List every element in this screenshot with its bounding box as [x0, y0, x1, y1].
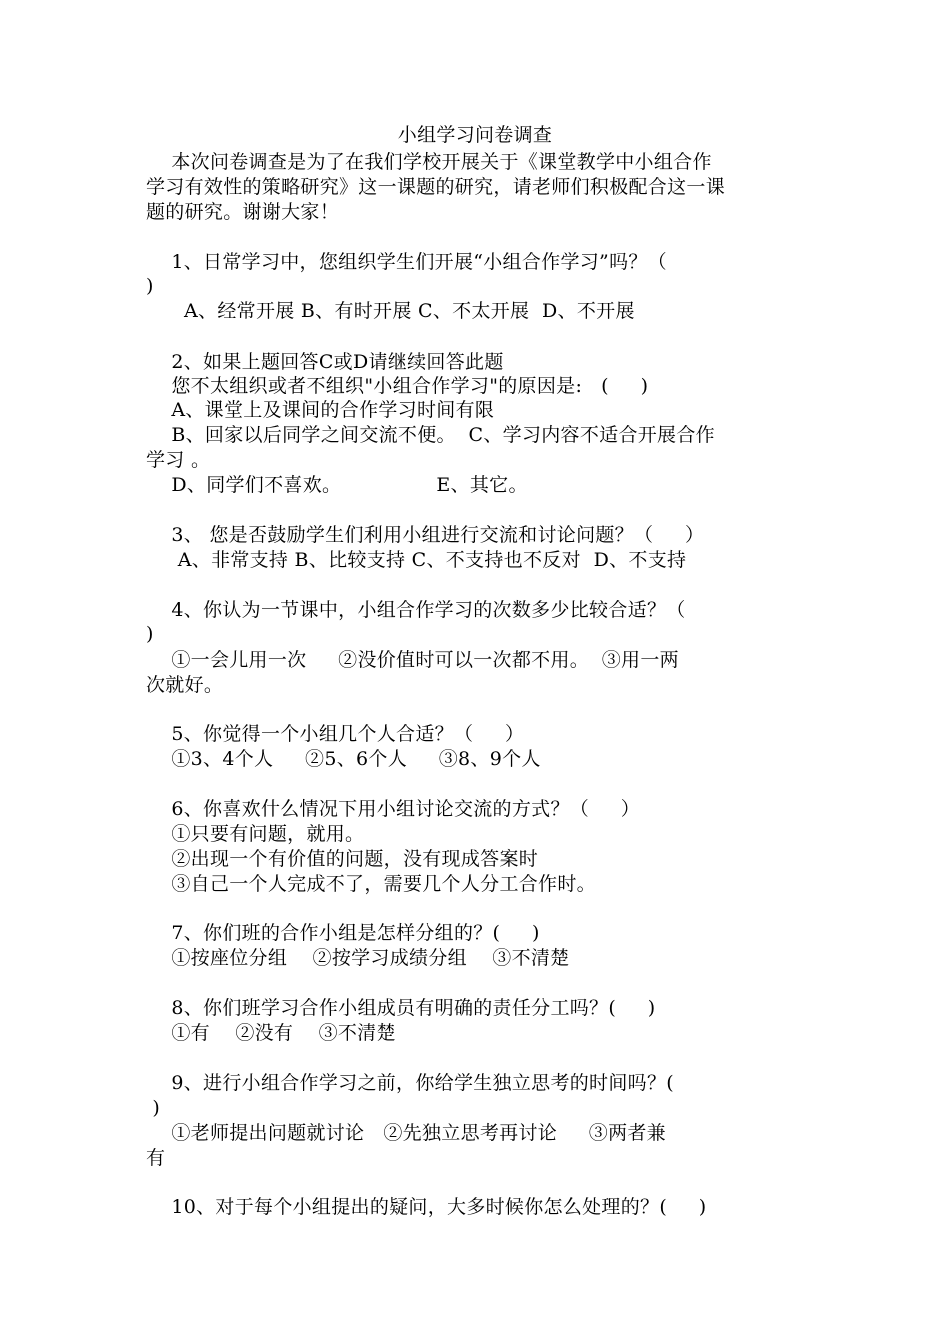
question-3-options: A、非常支持 B、比较支持 C、不支持也不反对 D、不支持 [146, 549, 687, 571]
intro-line: 学习有效性的策略研究》这一课题的研究，请老师们积极配合这一课 [146, 176, 726, 198]
question-9: 9、进行小组合作学习之前，你给学生独立思考的时间吗？( [146, 1072, 674, 1094]
question-1: 1、日常学习中，您组织学生们开展“小组合作学习”吗？（ [146, 251, 667, 273]
question-3: 3、 您是否鼓励学生们利用小组进行交流和讨论问题？（ ） [146, 524, 705, 546]
question-2-option: A、课堂上及课间的合作学习时间有限 [146, 399, 495, 421]
question-7: 7、你们班的合作小组是怎样分组的？( ) [146, 922, 540, 944]
question-5: 5、你觉得一个小组几个人合适？（ ） [146, 723, 525, 745]
question-9-cont: ) [146, 1097, 161, 1119]
question-8-options: ①有 ②没有 ③不清楚 [146, 1022, 396, 1044]
question-4-option: 次就好。 [146, 674, 224, 696]
question-2-option: D、同学们不喜欢。 E、其它。 [146, 474, 528, 496]
question-2-option: 学习 。 [146, 449, 211, 471]
intro-line: 本次问卷调查是为了在我们学校开展关于《课堂教学中小组合作 [146, 151, 712, 173]
question-10: 10、对于每个小组提出的疑问，大多时候你怎么处理的？( ) [146, 1196, 707, 1218]
question-8: 8、你们班学习合作小组成员有明确的责任分工吗？( ) [146, 997, 656, 1019]
question-9-option: ①老师提出问题就讨论 ②先独立思考再讨论 ③两者兼 [146, 1122, 666, 1144]
intro-line: 题的研究。谢谢大家！ [146, 201, 340, 223]
question-4: 4、你认为一节课中，小组合作学习的次数多少比较合适？（ [146, 599, 686, 621]
question-1-options: A、经常开展 B、有时开展 C、不太开展 D、不开展 [146, 300, 635, 322]
question-6-option: ②出现一个有价值的问题，没有现成答案时 [146, 848, 539, 870]
question-4-option: ①一会儿用一次 ②没价值时可以一次都不用。 ③用一两 [146, 649, 679, 671]
question-4-cont: ) [146, 623, 154, 645]
question-9-option: 有 [146, 1147, 166, 1169]
question-2-sub: 您不太组织或者不组织"小组合作学习"的原因是: ( ) [146, 375, 649, 397]
question-6-option: ③自己一个人完成不了，需要几个人分工合作时。 [146, 873, 596, 895]
question-6: 6、你喜欢什么情况下用小组讨论交流的方式？（ ） [146, 798, 641, 820]
page-title: 小组学习问卷调查 [397, 124, 553, 146]
question-6-option: ①只要有问题，就用。 [146, 823, 365, 845]
question-5-options: ①3、4个人 ②5、6个人 ③8、9个人 [146, 748, 541, 770]
question-1-cont: ) [146, 275, 154, 297]
question-7-options: ①按座位分组 ②按学习成绩分组 ③不清楚 [146, 947, 570, 969]
question-2: 2、如果上题回答C或D请继续回答此题 [146, 351, 504, 373]
question-2-option: B、回家以后同学之间交流不便。 C、学习内容不适合开展合作 [146, 424, 715, 446]
